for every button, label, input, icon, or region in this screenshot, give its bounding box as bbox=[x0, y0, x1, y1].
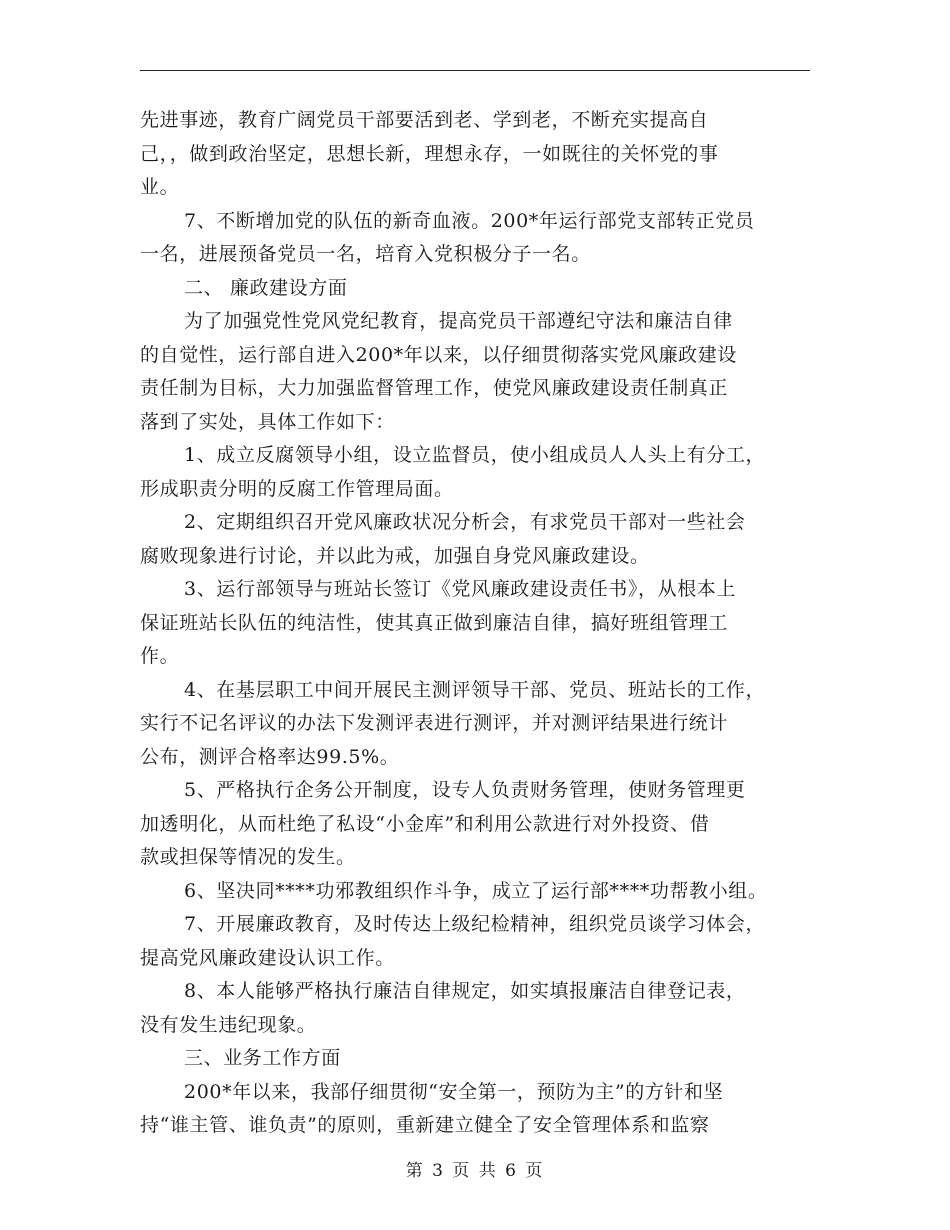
text-line: 落到了实处，具体工作如下： bbox=[140, 410, 395, 433]
text-line: 6、坚决同****功邪教组织作斗争，成立了运行部****功帮教小组。 bbox=[184, 879, 768, 902]
text-line: 保证班站长队伍的纯洁性，使其真正做到廉洁自律，搞好班组管理工 bbox=[140, 611, 729, 634]
text-line: 腐败现象进行讨论，并以此为戒，加强自身党风廉政建设。 bbox=[140, 544, 650, 567]
text-line: 一名，进展预备党员一名，培育入党积极分子一名。 bbox=[140, 243, 591, 265]
text-line: 没有发生违纪现象。 bbox=[140, 1013, 317, 1036]
text-line: 形成职责分明的反腐工作管理局面。 bbox=[140, 477, 454, 500]
text-line: 为了加强党性党风党纪教育，提高党员干部遵纪守法和廉洁自律 bbox=[184, 310, 733, 332]
header-rule bbox=[140, 70, 810, 71]
text-line: 5、严格执行企务公开制度，设专人负责财务管理，使财务管理更 bbox=[184, 779, 746, 801]
text-line: 8、本人能够严格执行廉洁自律规定，如实填报廉洁自律登记表， bbox=[184, 980, 746, 1002]
text-line: 先进事迹，教育广阔党员干部要活到老、学到老，不断充实提高自 bbox=[140, 109, 709, 131]
text-line: 己，，做到政治坚定，思想长新，理想永存，一如既往的关怀党的事 bbox=[140, 142, 719, 165]
text-line: 持“谁主管、谁负责”的原则，重新建立健全了安全管理体系和监察 bbox=[140, 1114, 710, 1136]
text-line: 3、运行部领导与班站长签订《党风廉政建设责任书》，从根本上 bbox=[184, 578, 736, 600]
document-body bbox=[140, 104, 830, 1143]
text-line: 提高党风廉政建设认识工作。 bbox=[140, 946, 395, 969]
text-line: 作。 bbox=[140, 645, 180, 667]
text-line: 三、业务工作方面 bbox=[184, 1047, 341, 1069]
text-line: 1、成立反腐领导小组，设立监督员，使小组成员人人头上有分工， bbox=[184, 444, 766, 466]
text-line: 业。 bbox=[140, 176, 180, 198]
text-line: 加透明化，从而杜绝了私设“小金库”和利用公款进行对外投资、借 bbox=[140, 812, 710, 835]
text-line: 责任制为目标，大力加强监督管理工作，使党风廉政建设责任制真正 bbox=[140, 377, 729, 399]
text-line: 款或担保等情况的发生。 bbox=[140, 846, 356, 868]
text-line: 4、在基层职工中间开展民主测评领导干部、党员、班站长的工作， bbox=[184, 678, 766, 701]
text-line: 7、不断增加党的队伍的新奇血液。200*年运行部党支部转正党员 bbox=[184, 209, 755, 232]
text-line: 7、开展廉政教育，及时传达上级纪检精神，组织党员谈学习体会， bbox=[184, 913, 766, 935]
text-line: 公布，测评合格率达99.5%。 bbox=[140, 745, 400, 768]
page-number: 第 3 页 共 6 页 bbox=[405, 1161, 545, 1181]
text-line: 实行不记名评议的办法下发测评表进行测评，并对测评结果进行统计 bbox=[140, 712, 729, 734]
text-line: 二、 廉政建设方面 bbox=[184, 276, 348, 299]
text-line: 的自觉性，运行部自进入200*年以来，以仔细贯彻落实党风廉政建设 bbox=[140, 343, 737, 366]
text-line: 2、定期组织召开党风廉政状况分析会，有求党员干部对一些社会 bbox=[184, 511, 746, 533]
text-line: 200*年以来，我部仔细贯彻“安全第一，预防为主”的方针和坚 bbox=[184, 1080, 724, 1103]
